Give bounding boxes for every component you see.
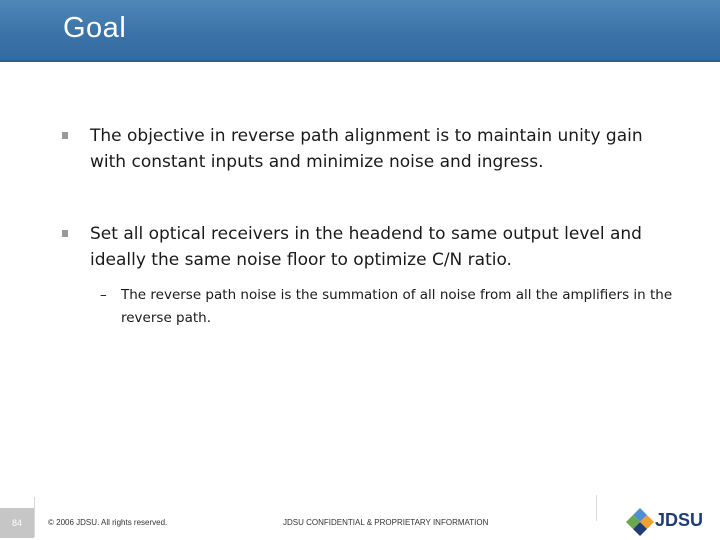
footer-divider-right	[596, 495, 597, 521]
bullet-item-2	[62, 221, 682, 273]
copyright-text: © 2006 JDSU. All rights reserved.	[48, 518, 168, 527]
slide-title: Goal	[63, 12, 127, 44]
bullet-item-1	[62, 123, 682, 175]
logo-wordmark: JDSU	[655, 510, 704, 530]
sub-bullet-text-1: The reverse path noise is the summation of all noise from all the amplifiers in the reverse path.	[121, 287, 673, 326]
title-bar	[0, 0, 720, 62]
dash-bullet-icon: –	[100, 287, 107, 303]
square-bullet-icon	[62, 230, 68, 237]
jdsu-logo-mark-icon	[625, 506, 655, 536]
sub-bullet-item-1	[100, 284, 680, 330]
page-number: 84	[0, 508, 34, 538]
footer-divider-left	[34, 497, 35, 537]
jdsu-logo	[625, 506, 709, 536]
square-bullet-icon	[62, 132, 68, 139]
bullet-text-1: The objective in reverse path alignment is to maintain unity gain with constant inputs and minimize noise and ingress.	[90, 126, 643, 172]
bullet-text-2: Set all optical receivers in the headend to same output level and ideally the same noise floor to optimize C/N ratio.	[90, 224, 642, 270]
confidential-notice: JDSU CONFIDENTIAL & PROPRIETARY INFORMATION	[283, 518, 489, 527]
